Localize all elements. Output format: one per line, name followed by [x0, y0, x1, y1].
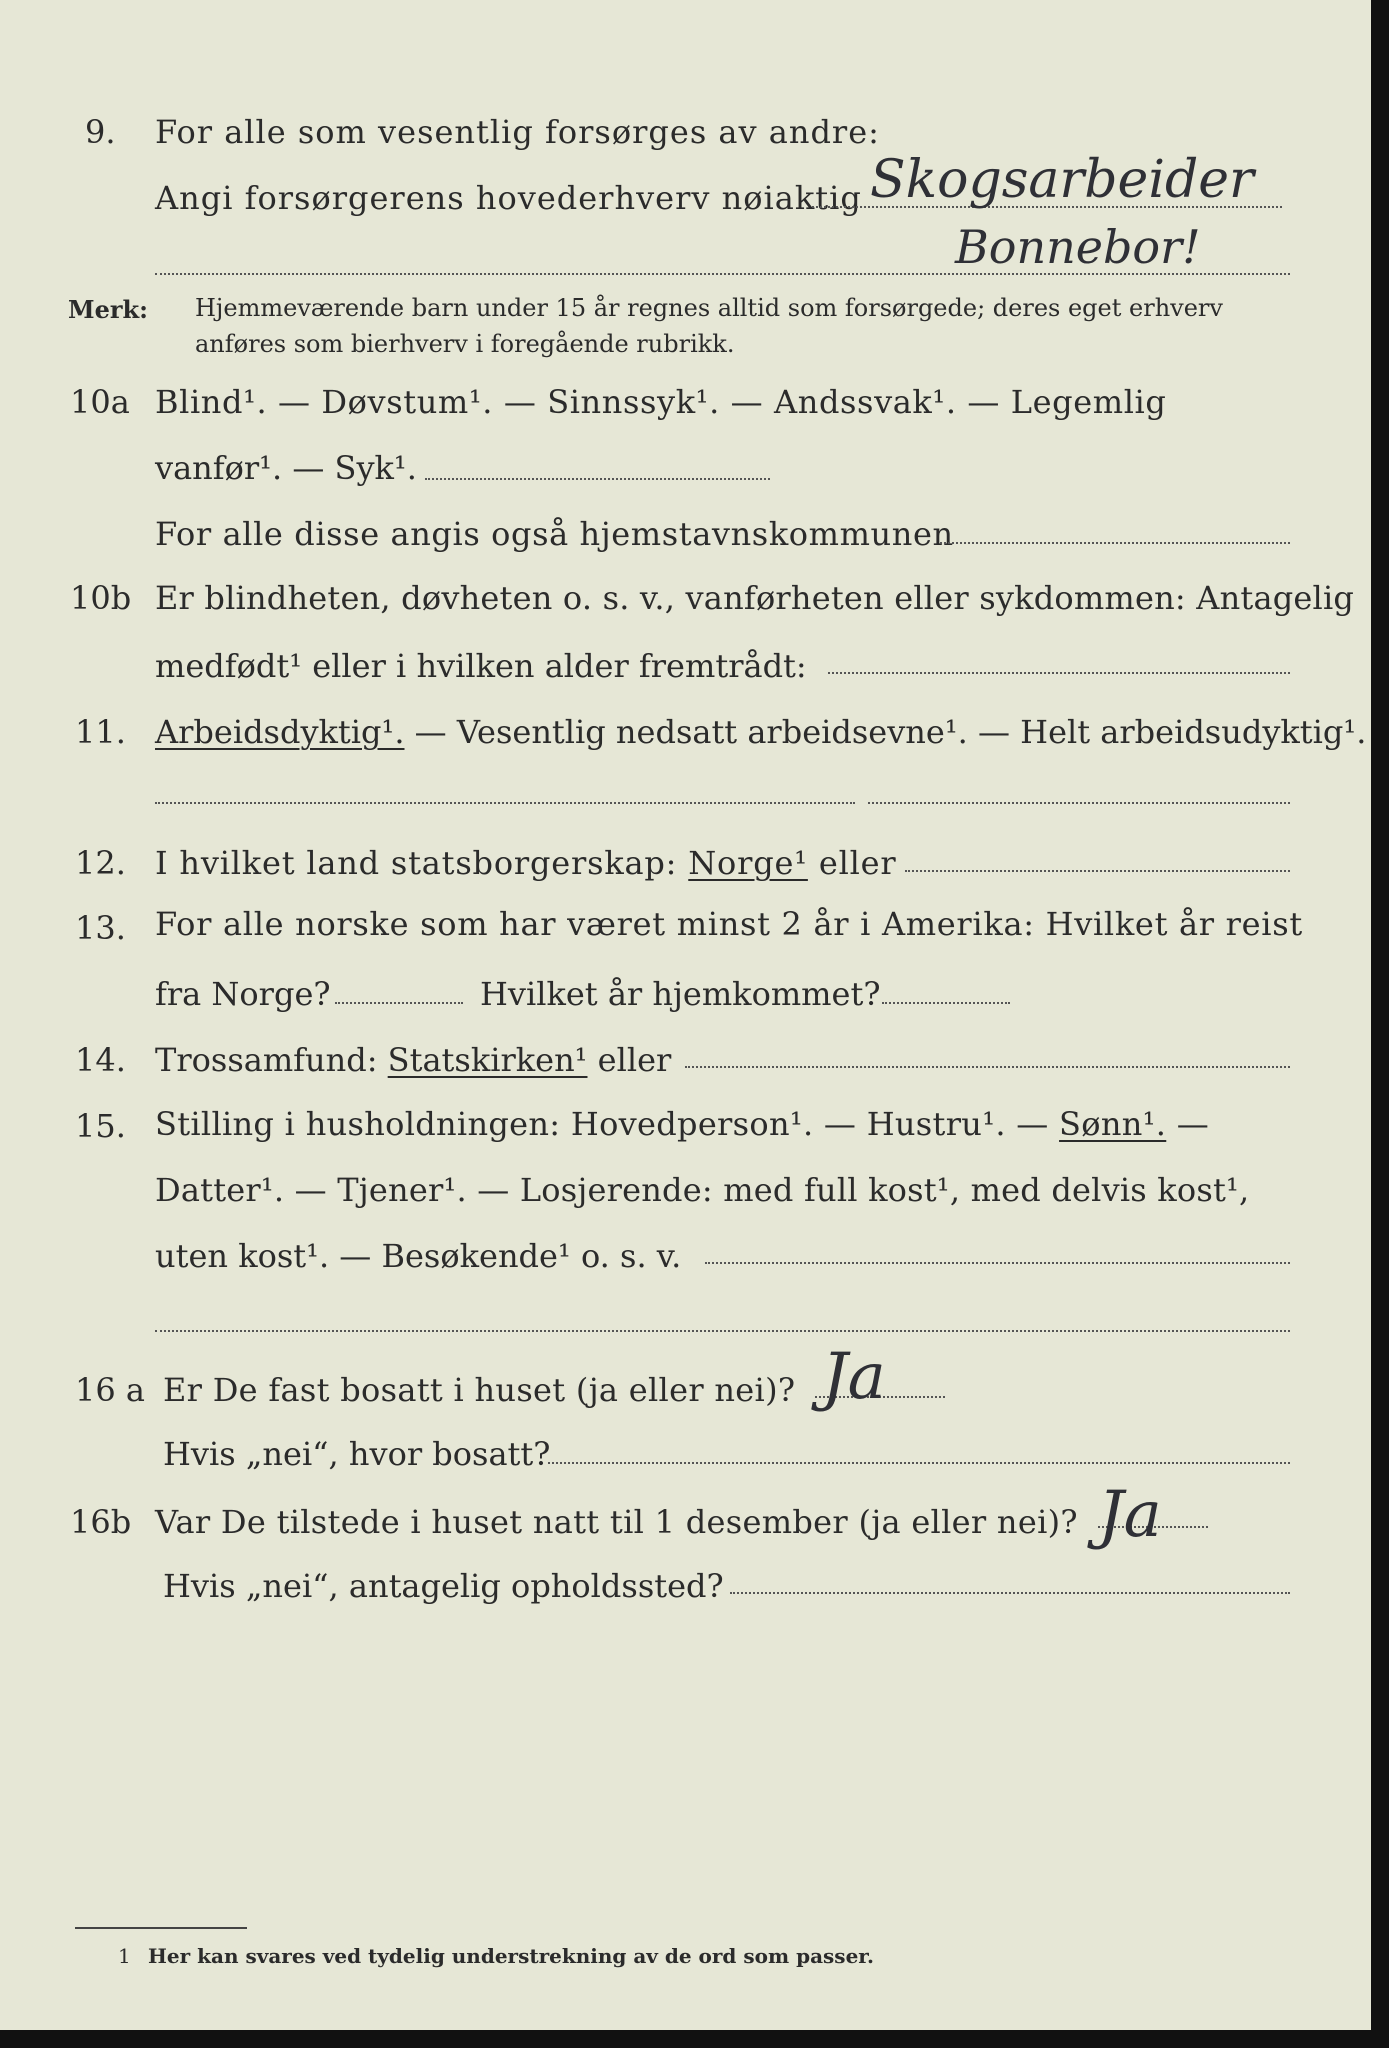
q12-post: eller	[807, 844, 897, 882]
q15-extra-line	[155, 1330, 1290, 1332]
q14-underlined-option: Statskirken¹	[387, 1041, 588, 1079]
q15-line1	[155, 1104, 1209, 1144]
q16b-line2: Hvis „nei“, antagelig opholdssted?	[163, 1567, 724, 1605]
q13-line2a: fra Norge?	[155, 975, 331, 1013]
q16b-number: 16b	[70, 1503, 132, 1541]
q9-line2: Angi forsørgerens hovederhverv nøiaktig	[155, 179, 862, 217]
footnote-rule	[75, 1927, 247, 1929]
q10b-line2: medfødt¹ eller i hvilken alder fremtrådt:	[155, 647, 807, 685]
q16b-handwritten-answer: Ja	[1098, 1478, 1162, 1552]
q15-number: 15.	[75, 1107, 126, 1145]
merk-line2: anføres som bierhverv i foregående rubrikk.	[195, 330, 735, 358]
q16a-line2: Hvis „nei“, hvor bosatt?	[163, 1435, 551, 1473]
q13-line2b: Hvilket år hjemkommet?	[480, 975, 881, 1013]
q14-post: eller	[587, 1041, 672, 1079]
q10b-line1: Er blindheten, døvheten o. s. v., vanførheten eller sykdommen: Antagelig	[155, 579, 1355, 617]
scan-edge-bottom	[0, 2030, 1389, 2048]
q11-rest: — Vesentlig nedsatt arbeidsevne¹. — Helt arbeidsudyktig¹.	[404, 713, 1367, 751]
q10a-hjemstavn-line	[940, 542, 1290, 544]
q12-number: 12.	[75, 844, 126, 882]
q13-reist-line	[335, 1002, 463, 1004]
q15-line2: Datter¹. — Tjener¹. — Losjerende: med full kost¹, med delvis kost¹,	[155, 1171, 1250, 1209]
q15-besokende-line	[705, 1262, 1290, 1264]
q13-line1: For alle norske som har været minst 2 år i Amerika: Hvilket år reist	[155, 905, 1303, 943]
q9-handwritten-answer1: Skogsarbeider	[870, 150, 1254, 210]
q10a-number: 10a	[70, 383, 130, 421]
q16a-handwritten-answer: Ja	[822, 1340, 886, 1414]
footnote-mark: 1	[118, 1944, 131, 1968]
q10b-alder-line	[828, 672, 1290, 674]
q15-underlined-option: Sønn¹.	[1059, 1105, 1167, 1143]
q12-underlined-option: Norge¹	[688, 844, 808, 882]
q10a-line2: vanfør¹. — Syk¹.	[155, 449, 417, 487]
q10a-line3: For alle disse angis også hjemstavnskommunen	[155, 515, 954, 553]
scan-edge-right	[1371, 0, 1389, 2048]
q12-line	[155, 843, 897, 883]
q9-line1: For alle som vesentlig forsørges av andre:	[155, 113, 880, 151]
q12-pre: I hvilket land statsborgerskap:	[155, 844, 689, 882]
q10b-number: 10b	[70, 579, 132, 617]
q14-number: 14.	[75, 1041, 126, 1079]
q14-eller-line	[685, 1066, 1290, 1068]
q12-eller-line	[905, 870, 1290, 872]
q15-line1-post: —	[1166, 1105, 1210, 1143]
merk-label: Merk:	[68, 295, 148, 324]
q16b-opholdssted-line	[730, 1592, 1290, 1594]
q16a-bosatt-line	[548, 1462, 1290, 1464]
q15-line3: uten kost¹. — Besøkende¹ o. s. v.	[155, 1237, 682, 1275]
q9-handwritten-answer2: Bonnebor!	[955, 220, 1201, 274]
q9-number: 9.	[85, 113, 116, 151]
q10a-syk-line	[425, 478, 770, 480]
footnote-text: Her kan svares ved tydelig understrekning av de ord som passer.	[148, 1944, 874, 1968]
q13-number: 13.	[75, 909, 126, 947]
q14-pre: Trossamfund:	[155, 1041, 388, 1079]
q11-line-a	[155, 802, 855, 804]
q11-line	[155, 712, 1366, 752]
q10a-line1: Blind¹. — Døvstum¹. — Sinnssyk¹. — Andssvak¹. — Legemlig	[155, 383, 1167, 421]
q16a-line1: Er De fast bosatt i huset (ja eller nei)?	[163, 1371, 796, 1409]
q16b-line1: Var De tilstede i huset natt til 1 desember (ja eller nei)?	[155, 1503, 1078, 1541]
q14-line	[155, 1040, 671, 1080]
q11-number: 11.	[75, 713, 126, 751]
q11-line-b	[868, 802, 1290, 804]
q11-underlined-option: Arbeidsdyktig¹.	[155, 713, 405, 751]
q13-hjemkommet-line	[882, 1002, 1010, 1004]
q16a-number: 16 a	[75, 1371, 145, 1409]
merk-line1: Hjemmeværende barn under 15 år regnes alltid som forsørgede; deres eget erhverv	[195, 294, 1223, 322]
q15-line1-pre: Stilling i husholdningen: Hovedperson¹. — Hustru¹. —	[155, 1105, 1060, 1143]
